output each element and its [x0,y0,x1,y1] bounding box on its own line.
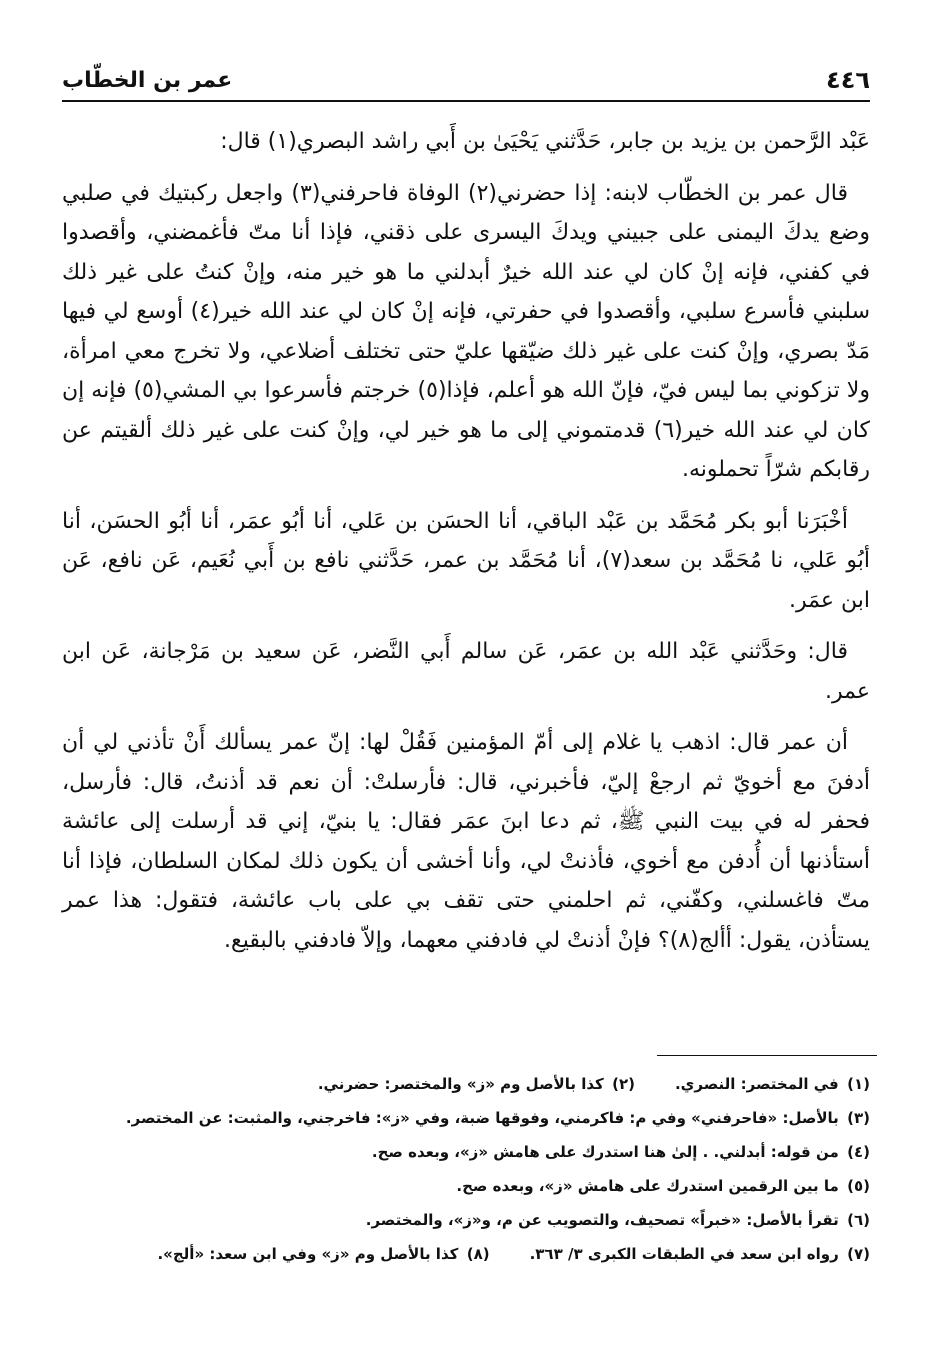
footnote-separator [657,1055,877,1056]
running-title: عمر بن الخطّاب [62,67,233,93]
page-number: ٤٤٦ [826,66,870,94]
footnote: (٣) بالأصل: «فاحرفني» وفي م: فاكرمني، وفوقها ضبة، وفي «ز»: فاخرجني، والمثبت: عن المختصر. [125,1109,870,1127]
paragraph: قال عمر بن الخطّاب لابنه: إذا حضرني(٢) الوفاة فاحرفني(٣) واجعل ركبتيك في صلبي وضع يدكَ اليمنى على جبيني ويدكَ اليسرى على ذقني، فإذا أنا متّ فأغمضني، وأقصدوا في كفني، فإنه إنْ كان لي عند الله خيرٌ أبدلني ما هو خير منه، وإنْ كنتُ على غير ذلك سلبني فأسرع سلبي، وأقصدوا في حفرتي، فإنه إنْ كان لي عند الله خير(٤) أوسع لي فيها مَدّ بصري، وإنْ كنت على غير ذلك ضيّقها عليّ حتى تختلف أضلاعي، ولا تخرج معي امرأة، ولا تزكوني بما ليس فيّ، فإنّ الله هو أعلم، فإذا(٥) خرجتم فأسرعوا بي المشي(٥) فإنه إن كان لي عند الله خير(٦) قدمتموني إلى ما هو خير لي، وإنْ كنت على غير ذلك ألقيتم عن رقابكم شرّاً تحملونه. [62,180,870,482]
footnote: (٥) ما بين الرقمين استدرك على هامش «ز»، وبعده صح. [456,1177,870,1195]
paragraph: عَبْد الرَّحمن بن يزيد بن جابر، حَدَّثني يَحْيَىٰ بن أَبي راشد البصري(١) قال: [220,129,870,154]
footnote: (٢) كذا بالأصل وم «ز» والمختصر: حضرني. [317,1075,635,1093]
footnote: (٧) رواه ابن سعد في الطبقات الكبرى ٣/ ٣٦٣. [529,1245,870,1263]
footnotes [62,1067,870,1271]
footnote: (٤) من قوله: أبدلني. . إلىٰ هنا استدرك على هامش «ز»، وبعده صح. [371,1143,870,1161]
paragraph: أخْبَرَنا أبو بكر مُحَمَّد بن عَبْد الباقي، أنا الحسَن بن عَلي، أنا أبُو عمَر، أنا أبُو الحسَن، أنا أبُو عَلي، نا مُحَمَّد بن سعد(٧)، أنا مُحَمَّد بن عمر، حَدَّثني نافع بن أَبي نُعَيم، عَن نافع، عَن ابن عمَر. [62,508,870,613]
footnote: (٦) تقرأ بالأصل: «خبراً» تصحيف، والتصويب عن م، و«ز»، والمختصر. [365,1211,870,1229]
paragraph: قال: وحَدَّثني عَبْد الله بن عمَر، عَن سالم أَبي النَّضر، عَن سعيد بن مَرْجانة، عَن ابن عمر. [62,639,870,704]
paragraph: أن عمر قال: اذهب يا غلام إلى أمّ المؤمنين فَقُلْ لها: إنّ عمر يسألك أَنْ تأذني لي أن أدفنَ مع أخويّ ثم ارجعْ إليّ، فأخبرني، قال: فأرسلتْ: أن نعم قد أذنتُ، قال: فأرسل، فحفر له في بيت النبي ﷺ، ثم دعا ابنَ عمَر فقال: يا بنيّ، إني قد أرسلت إلى عائشة أستأذنها أن أُدفن مع أخوي، فأذنتْ لي، وأنا أخشى أن يكون ذلك لمكان السلطان، فإذا أنا متّ فاغسلني، وكفّني، ثم احلمني حتى تقف بي على باب عائشة، فتقول: هذا عمر يستأذن، يقول: أألج(٨)؟ فإنْ أذنتْ لي فادفني معهما، وإلاّ فادفني بالبقيع. [62,730,870,953]
main-text [62,122,870,972]
footnote: (٨) كذا بالأصل وم «ز» وفي ابن سعد: «ألج». [157,1245,490,1263]
footnote: (١) في المختصر: النصري. [674,1075,870,1093]
page-header [62,60,870,102]
